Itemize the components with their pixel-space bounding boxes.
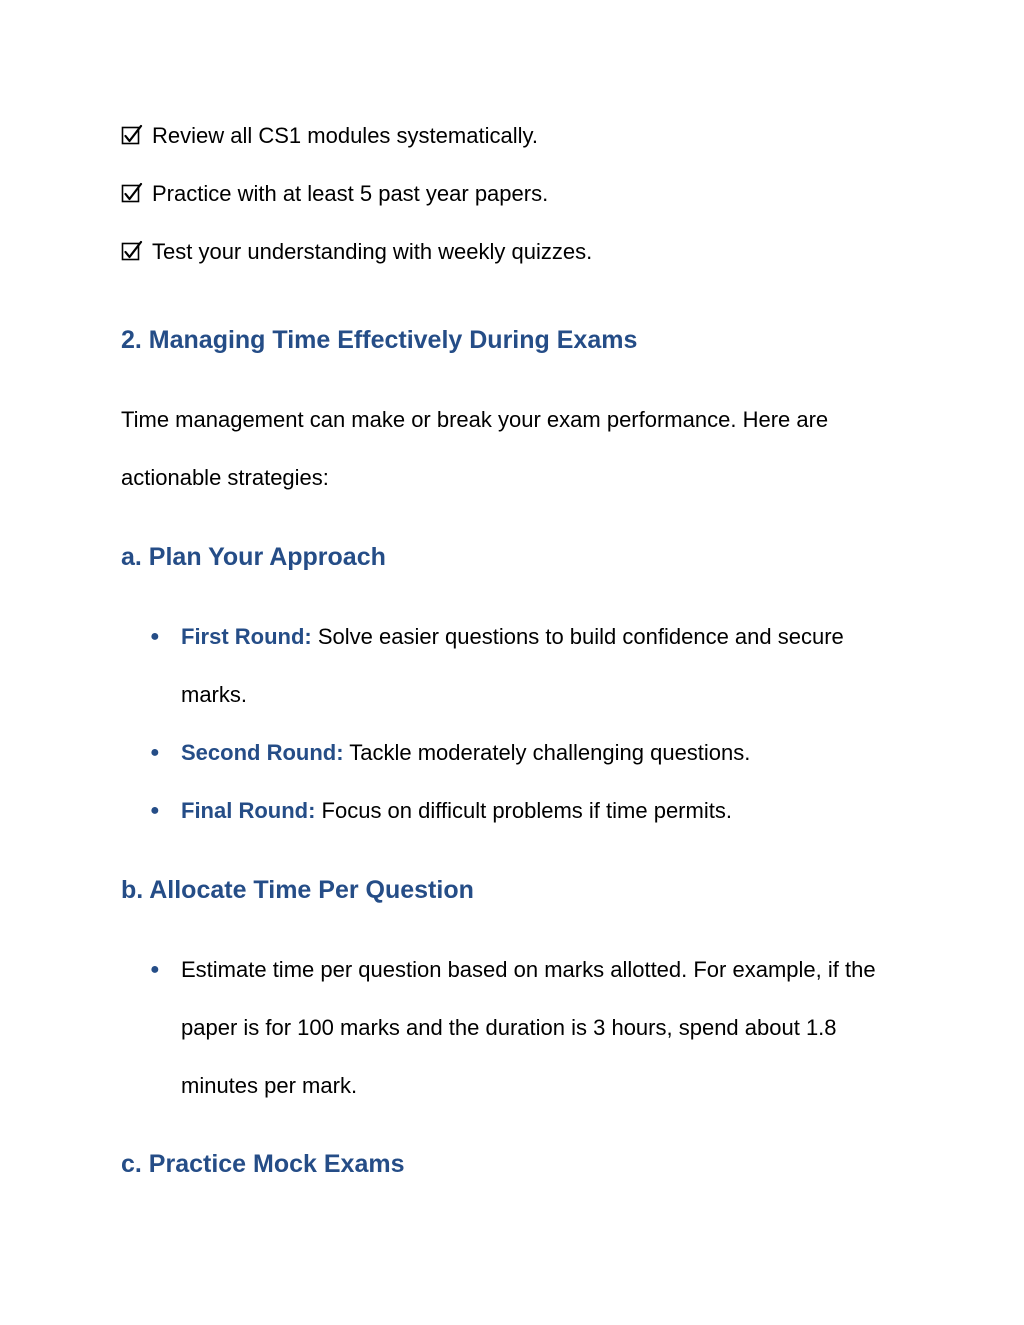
list-item-text: Focus on difficult problems if time permits. (315, 798, 732, 823)
list-item-lead: First Round: (181, 624, 312, 649)
checkbox-checked-icon (121, 124, 143, 146)
checklist-item-text: Review all CS1 modules systematically. (152, 123, 538, 148)
subsection-heading-c: c. Practice Mock Exams (121, 1150, 405, 1178)
section-heading: 2. Managing Time Effectively During Exams (121, 326, 638, 354)
checkbox-checked-icon (121, 182, 143, 204)
list-item-text: Estimate time per question based on marks allotted. For example, if the paper is for 100 marks and the duration is 3 hours, spend about 1.8 minutes per mark. (181, 957, 876, 1098)
checklist-item-text: Practice with at least 5 past year papers. (152, 181, 549, 206)
list-item (150, 782, 890, 840)
list-item (150, 941, 890, 1115)
bullet-dot-icon: ● (150, 744, 160, 761)
list-item (150, 608, 890, 724)
list-item (150, 724, 890, 782)
list-item-text: Solve easier questions to build confidence and secure marks. (181, 624, 844, 707)
bullet-dot-icon: ● (150, 802, 160, 819)
checklist-item (121, 179, 548, 209)
list-item-lead: Second Round: (181, 740, 344, 765)
bullet-dot-icon: ● (150, 961, 160, 978)
checklist-item (121, 121, 538, 151)
bullet-dot-icon: ● (150, 628, 160, 645)
intro-paragraph: Time management can make or break your exam performance. Here are actionable strategies: (121, 407, 829, 490)
subsection-heading-b: b. Allocate Time Per Question (121, 876, 474, 904)
checkbox-checked-icon (121, 240, 143, 262)
list-item-lead: Final Round: (181, 798, 316, 823)
checklist-item-text: Test your understanding with weekly quizzes. (152, 239, 593, 264)
subsection-heading-a: a. Plan Your Approach (121, 543, 386, 571)
checklist-item (121, 237, 592, 267)
list-item-text: Tackle moderately challenging questions. (343, 740, 751, 765)
